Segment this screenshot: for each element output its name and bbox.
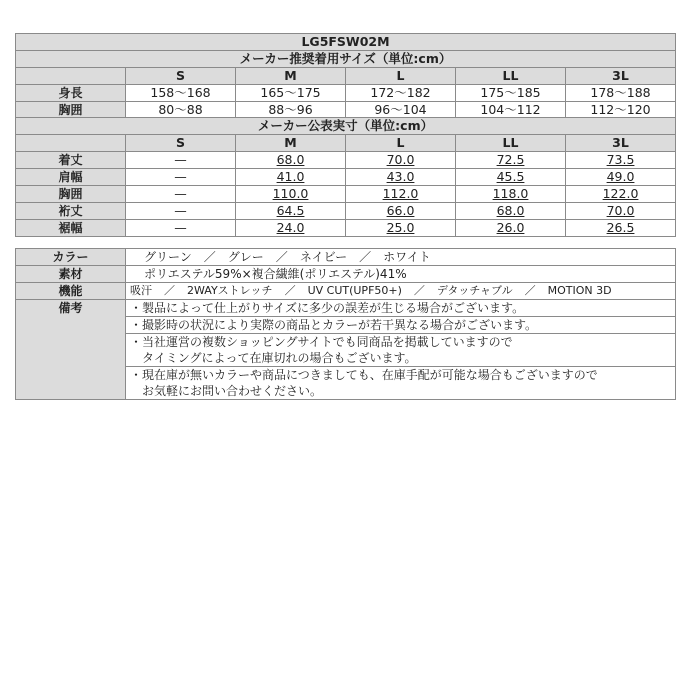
- separator: ／: [203, 250, 216, 264]
- size-header-l: L: [346, 68, 456, 85]
- note-item: [126, 367, 676, 400]
- table-cell: —: [126, 152, 236, 169]
- actual-size-table: [15, 117, 676, 237]
- table-row: [16, 85, 676, 102]
- function-item: デタッチャブル: [436, 284, 513, 297]
- size-header-row: [16, 68, 676, 85]
- separator: ／: [284, 284, 296, 297]
- table-cell: —: [126, 169, 236, 186]
- table-row: [16, 169, 676, 186]
- table-cell: 178〜188: [566, 85, 676, 102]
- function-list: [126, 283, 676, 300]
- table-row: [16, 102, 676, 119]
- row-label-length: 着丈: [16, 152, 126, 169]
- separator: ／: [524, 284, 536, 297]
- table-cell: 172〜182: [346, 85, 456, 102]
- table-cell: 26.0: [456, 220, 566, 237]
- empty-corner-cell: [16, 135, 126, 152]
- table-cell: 112.0: [346, 186, 456, 203]
- separator: ／: [275, 250, 288, 264]
- function-item: 吸汗: [130, 284, 152, 297]
- table-cell: —: [126, 220, 236, 237]
- table-cell: 122.0: [566, 186, 676, 203]
- table-cell: 49.0: [566, 169, 676, 186]
- note-line: お気軽にお問い合わせください。: [130, 384, 323, 398]
- table-row: [16, 203, 676, 220]
- table-cell: 43.0: [346, 169, 456, 186]
- row-label-chest: 胸囲: [16, 186, 126, 203]
- size-header-m: M: [236, 68, 346, 85]
- note-item: [126, 317, 676, 334]
- function-item: UV CUT(UPF50+): [307, 284, 402, 297]
- table-row: [16, 186, 676, 203]
- table-cell: 24.0: [236, 220, 346, 237]
- table-cell: 112〜120: [566, 102, 676, 119]
- table-cell: 165〜175: [236, 85, 346, 102]
- table-cell: 110.0: [236, 186, 346, 203]
- row-label-height: 身長: [16, 85, 126, 102]
- actual-size-title: メーカー公表実寸（単位:cm）: [16, 118, 676, 135]
- table-cell: 104〜112: [456, 102, 566, 119]
- size-header-m: M: [236, 135, 346, 152]
- row-label-sleeve: 裄丈: [16, 203, 126, 220]
- note-line: ・現在庫が無いカラーや商品につきましても、在庫手配が可能な場合もございますので: [130, 368, 598, 382]
- function-label: 機能: [16, 283, 126, 300]
- note-item: [126, 300, 676, 317]
- table-cell: —: [126, 186, 236, 203]
- table-cell: 70.0: [566, 203, 676, 220]
- table-cell: 80〜88: [126, 102, 236, 119]
- color-item: グリーン: [144, 250, 192, 264]
- table-cell: 41.0: [236, 169, 346, 186]
- separator: ／: [359, 250, 372, 264]
- table-cell: 96〜104: [346, 102, 456, 119]
- table-cell: 25.0: [346, 220, 456, 237]
- separator: ／: [413, 284, 425, 297]
- table-cell: 70.0: [346, 152, 456, 169]
- color-row: [16, 249, 676, 266]
- notes-label: 備考: [16, 300, 126, 400]
- table-cell: 68.0: [236, 152, 346, 169]
- note-line: ・撮影時の状況により実際の商品とカラーが若干異なる場合がございます。: [130, 318, 538, 332]
- row-label-hem: 裾幅: [16, 220, 126, 237]
- note-line: ・製品によって仕上がりサイズに多少の誤差が生じる場合がございます。: [130, 301, 525, 315]
- function-item: 2WAYストレッチ: [187, 284, 273, 297]
- size-header-s: S: [126, 68, 236, 85]
- table-cell: 26.5: [566, 220, 676, 237]
- size-header-row: [16, 135, 676, 152]
- note-item: [126, 334, 676, 367]
- size-header-ll: LL: [456, 68, 566, 85]
- material-row: [16, 266, 676, 283]
- color-item: ホワイト: [383, 250, 431, 264]
- table-cell: 68.0: [456, 203, 566, 220]
- material-value: ポリエステル59%×複合繊維(ポリエステル)41%: [126, 266, 676, 283]
- function-row: [16, 283, 676, 300]
- table-row: [16, 220, 676, 237]
- function-item: MOTION 3D: [547, 284, 612, 297]
- separator: ／: [164, 284, 175, 297]
- size-header-3l: 3L: [566, 135, 676, 152]
- recommended-size-title: メーカー推奨着用サイズ（単位:cm）: [16, 51, 676, 68]
- color-label: カラー: [16, 249, 126, 266]
- table-cell: 158〜168: [126, 85, 236, 102]
- size-header-l: L: [346, 135, 456, 152]
- row-label-chest: 胸囲: [16, 102, 126, 119]
- table-cell: —: [126, 203, 236, 220]
- table-row: [16, 152, 676, 169]
- table-cell: 45.5: [456, 169, 566, 186]
- note-line: ・当社運営の複数ショッピングサイトでも同商品を掲載していますので: [130, 335, 513, 349]
- table-cell: 88〜96: [236, 102, 346, 119]
- row-label-shoulder: 肩幅: [16, 169, 126, 186]
- empty-corner-cell: [16, 68, 126, 85]
- table-cell: 118.0: [456, 186, 566, 203]
- product-details-table: [15, 248, 676, 400]
- material-label: 素材: [16, 266, 126, 283]
- table-cell: 72.5: [456, 152, 566, 169]
- notes-row: [16, 300, 676, 317]
- size-header-ll: LL: [456, 135, 566, 152]
- color-item: ネイビー: [299, 250, 348, 264]
- table-cell: 175〜185: [456, 85, 566, 102]
- table-cell: 64.5: [236, 203, 346, 220]
- product-code: LG5FSW02M: [16, 34, 676, 51]
- recommended-size-table: [15, 33, 676, 119]
- table-cell: 73.5: [566, 152, 676, 169]
- table-cell: 66.0: [346, 203, 456, 220]
- note-line: タイミングによって在庫切れの場合もございます。: [130, 351, 417, 365]
- color-item: グレー: [227, 250, 264, 264]
- color-list: [126, 249, 676, 266]
- size-header-3l: 3L: [566, 68, 676, 85]
- size-header-s: S: [126, 135, 236, 152]
